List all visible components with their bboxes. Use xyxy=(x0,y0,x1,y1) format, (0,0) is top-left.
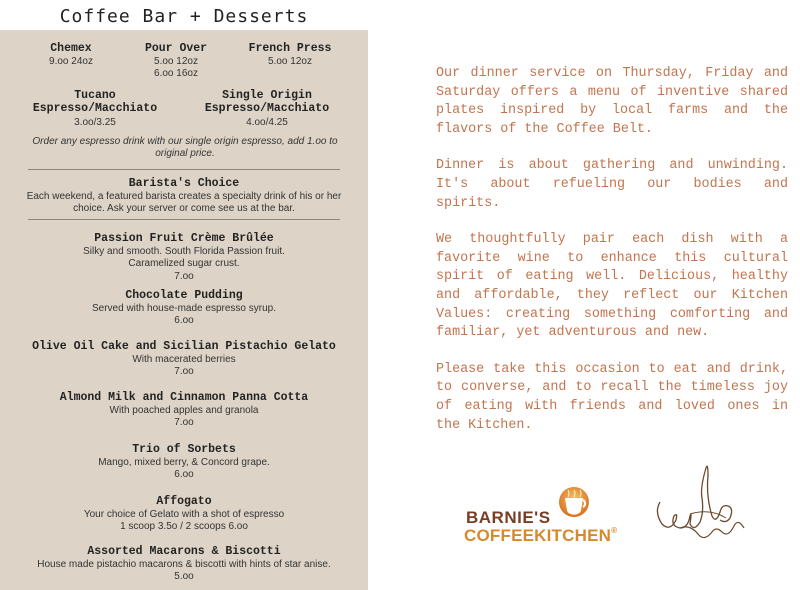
chemex-block xyxy=(36,43,106,68)
logo-wordmark: COFFEEKITCHEN xyxy=(464,526,612,545)
menu-panel xyxy=(0,30,368,590)
pour-over-name: Pour Over xyxy=(144,42,208,55)
tucano-name: Tucano xyxy=(74,89,116,102)
dessert-desc: Mango, mixed berry, & Concord grape. xyxy=(98,456,270,468)
paragraph: Our dinner service on Thursday, Friday and Saturday offers a menu of inventive shared plates inspired by local farms and the flavors of the Coffee Belt. xyxy=(436,66,788,137)
dessert-price: 6.oo xyxy=(174,469,194,480)
french-press-price: 5.oo 12oz xyxy=(268,55,312,67)
paragraph: Dinner is about gathering and unwinding. It's about refueling our bodies and spirits. xyxy=(436,158,788,211)
dessert-desc: Your choice of Gelato with a shot of espresso xyxy=(83,508,285,520)
single-origin-block xyxy=(192,90,342,130)
dessert-price: 5.oo xyxy=(174,571,194,582)
dessert-item xyxy=(8,496,360,534)
barnies-logo xyxy=(464,488,640,548)
dessert-desc: Silky and smooth. South Florida Passion fruit. xyxy=(83,245,285,257)
single-origin-price: 4.oo/4.25 xyxy=(246,117,288,128)
tucano-block xyxy=(20,90,170,130)
pour-over-price-1: 5.oo 12oz xyxy=(154,55,198,67)
dessert-item xyxy=(8,392,360,430)
dessert-name: Olive Oil Cake and Sicilian Pistachio Gelato xyxy=(32,340,336,353)
logo-line-1: BARNIE'S xyxy=(466,508,551,527)
espresso-note: Order any espresso drink with our single origin espresso, add 1.oo to original price. xyxy=(32,136,338,159)
french-press-name: French Press xyxy=(248,42,332,55)
baristas-choice-name: Barista's Choice xyxy=(128,177,240,190)
pour-over-block xyxy=(136,43,216,81)
dessert-name: Trio of Sorbets xyxy=(132,443,236,456)
logo-line-2 xyxy=(464,526,617,546)
registered-mark: ® xyxy=(611,526,618,535)
french-press-block xyxy=(238,43,342,68)
single-origin-subname: Espresso/Macchiato xyxy=(204,101,330,115)
baristas-choice xyxy=(8,178,360,216)
dessert-desc: With macerated berries xyxy=(132,353,236,365)
dessert-name: Assorted Macarons & Biscotti xyxy=(87,545,281,558)
dessert-price: 7.oo xyxy=(174,366,194,377)
dessert-desc: Served with house-made espresso syrup. xyxy=(92,302,276,314)
chemex-name: Chemex xyxy=(50,42,92,55)
dessert-name: Chocolate Pudding xyxy=(125,289,243,302)
dessert-name: Passion Fruit Crème Brûlée xyxy=(94,232,274,245)
coffee-cup-icon xyxy=(556,486,592,522)
paragraph: We thoughtfully pair each dish with a favorite wine to enhance this cultural spirit of eating well. Delicious, healthy and affordable, they reflect our Kitchen Values: creating something comforting and familiar, yet adventurous and new. xyxy=(436,232,788,341)
dessert-item xyxy=(8,233,360,283)
dinner-description xyxy=(436,65,788,453)
divider-2 xyxy=(28,219,340,220)
dessert-price: 7.oo xyxy=(174,417,194,428)
pour-over-price-2: 6.oo 16oz xyxy=(154,68,198,79)
dessert-price: 7.oo xyxy=(174,270,194,282)
paragraph: Please take this occasion to eat and drink, to converse, and to recall the timeless joy of eating with friends and loved ones in the Kitchen. xyxy=(436,361,788,433)
dessert-desc: With poached apples and granola xyxy=(109,404,259,416)
dessert-desc-2: Caramelized sugar crust. xyxy=(128,258,240,269)
dessert-item xyxy=(8,546,360,584)
single-origin-name: Single Origin xyxy=(222,89,312,102)
chemex-price: 9.oo 24oz xyxy=(49,55,93,67)
divider-1 xyxy=(28,169,340,170)
dessert-desc: House made pistachio macarons & biscotti with hints of star anise. xyxy=(37,558,331,570)
menu-title: Coffee Bar + Desserts xyxy=(59,6,309,27)
dessert-item xyxy=(8,444,360,482)
baristas-choice-desc: Each weekend, a featured barista creates a specialty drink of his or her choice. Ask your server or come see us at the bar. xyxy=(26,190,342,214)
tucano-price: 3.oo/3.25 xyxy=(74,117,116,128)
dessert-name: Almond Milk and Cinnamon Panna Cotta xyxy=(59,391,309,404)
dessert-price: 1 scoop 3.5o / 2 scoops 6.oo xyxy=(120,521,248,532)
tucano-subname: Espresso/Macchiato xyxy=(32,101,158,115)
signature-icon xyxy=(650,462,760,552)
dessert-item xyxy=(8,290,360,328)
dessert-item xyxy=(8,341,360,379)
dessert-name: Affogato xyxy=(156,495,212,508)
dessert-price: 6.oo xyxy=(174,315,194,326)
